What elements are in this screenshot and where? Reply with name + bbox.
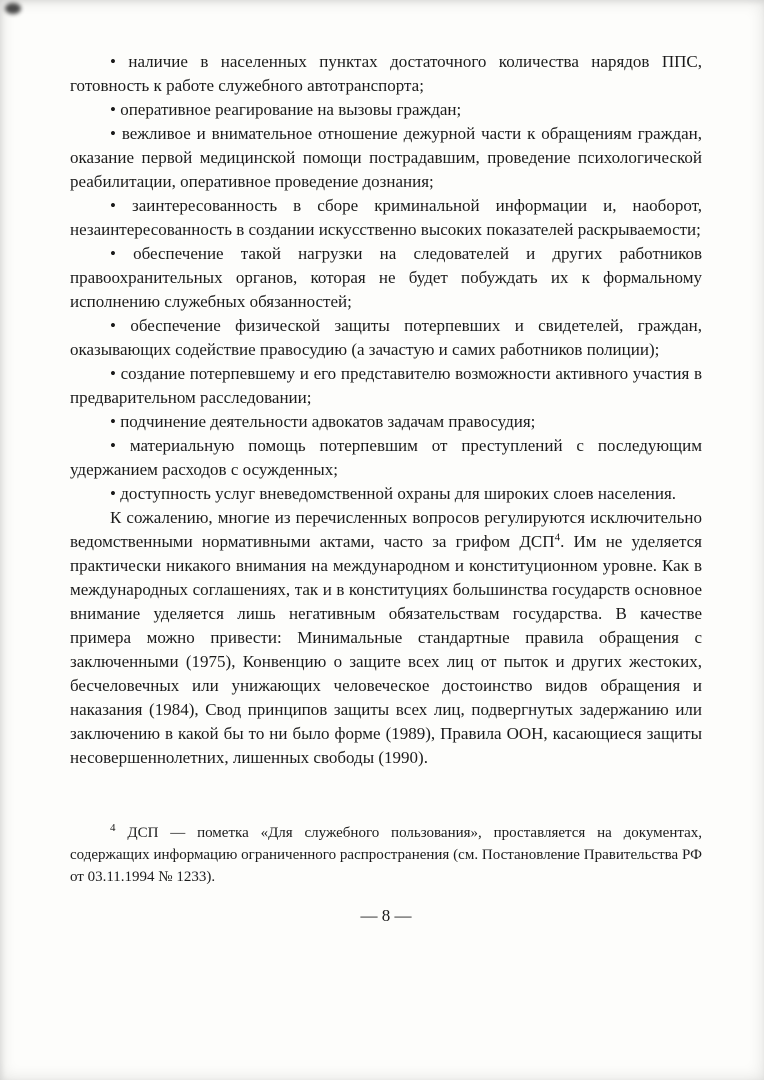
footnote [70,822,702,888]
bullet-item: • материальную помощь потерпевшим от преступлений с последующим удержанием расходов с осужденных; [70,434,702,482]
body-paragraph [70,506,702,770]
bullet-item: • наличие в населенных пунктах достаточного количества нарядов ППС, готовность к работе служебного автотранспорта; [70,50,702,98]
scan-artifact [5,3,21,14]
bullet-item: • подчинение деятельности адвокатов задачам правосудия; [70,410,702,434]
bullet-item: • вежливое и внимательное отношение дежурной части к обращениям граждан, оказание первой медицинской помощи пострадавшим, проведение психологической реабилитации, оперативное проведение дознания; [70,122,702,194]
bullet-item: • создание потерпевшему и его представителю возможности активного участия в предварительном расследовании; [70,362,702,410]
bullet-list [70,50,702,506]
bullet-item: • оперативное реагирование на вызовы граждан; [70,98,702,122]
footnote-reference-mark: 4 [554,531,561,544]
bullet-item: • доступность услуг вневедомственной охраны для широких слоев населения. [70,482,702,506]
bullet-item: • обеспечение такой нагрузки на следователей и других работников правоохранительных органов, которая не будет побуждать их к формальному исполнению служебных обязанностей; [70,242,702,314]
footnote-text: ДСП — пометка «Для служебного пользования», проставляется на документах, содержащих информацию ограниченного распространения (см. Постановление Правительства РФ от 03.11.1994 № 1233). [70,825,702,885]
bullet-item: • обеспечение физической защиты потерпевших и свидетелей, граждан, оказывающих содействие правосудию (а зачастую и самих работников полиции); [70,314,702,362]
page-number: — 8 — [360,906,412,925]
footnote-marker: 4 [110,822,116,834]
paragraph-text-end: . Им не уделяется практически никакого внимания на международном и конституционном уровне. Как в международных соглашениях, так и в конституциях большинства государств основное внимание уделяется лишь негативным обязательствам государства. В качестве примера можно привести: Минимальные стандартные правила обращения с заключенными (1975), Конвенцию о защите всех лиц от пыток и других жестоких, бесчеловечных или унижающих человеческое достоинство видов обращения и наказания (1984), Свод принципов защиты всех лиц, подвергнутых задержанию или заключению в какой бы то ни было форме (1989), Правила ООН, касающиеся защиты несовершеннолетних, лишенных свободы (1990). [70,532,703,767]
page-content [70,50,702,928]
bullet-item: • заинтересованность в сборе криминальной информации и, наоборот, незаинтересованность в создании искусственно высоких показателей раскрываемости; [70,194,702,242]
footnote-paragraph [70,822,702,888]
paragraph-text-start: К сожалению, многие из перечисленных вопросов регулируются исключительно ведомственными нормативными актами, часто за грифом ДСП [70,508,702,551]
